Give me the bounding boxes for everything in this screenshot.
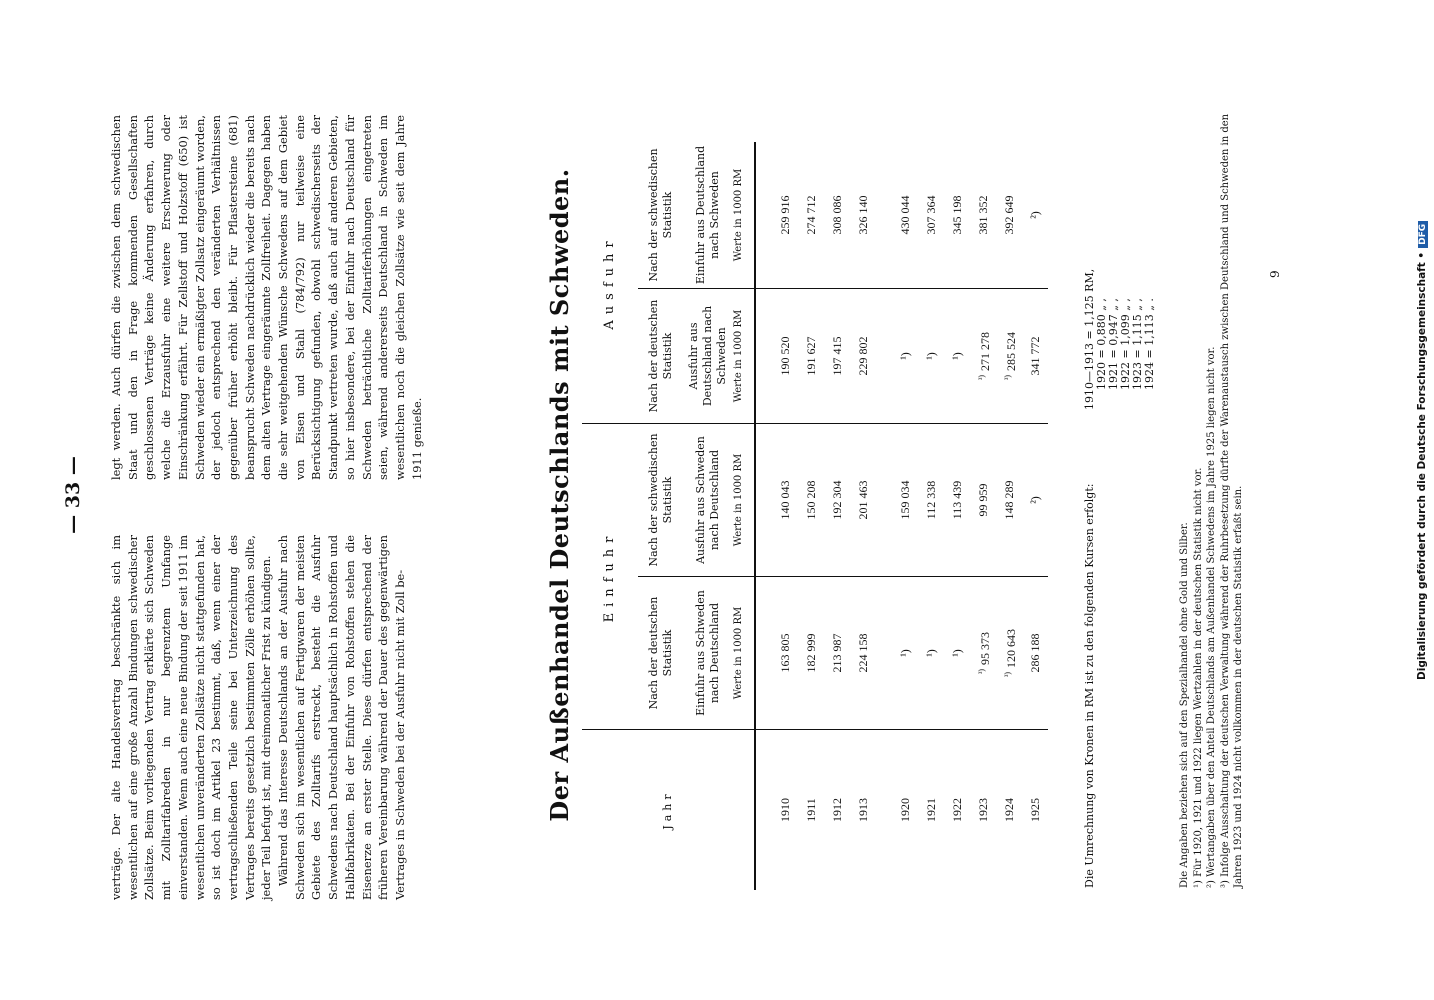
rate-line: 1910—1913 = 1,125 RM,: [1083, 268, 1096, 410]
value-header: Ausfuhr aus Schweden nach Deutschland: [684, 424, 732, 577]
sub-header: Nach der schwedischen Statistik: [647, 148, 674, 282]
value-cell: 308 086: [830, 195, 844, 235]
value-cell: 99 959: [970, 424, 996, 577]
value-cell: ¹): [944, 289, 970, 424]
value-cell: 224 158: [850, 577, 876, 730]
value-cell: 182 999: [798, 577, 824, 730]
paragraph: Während das Interesse Deutschlands an der Ausfuhr nach Schweden sich im wesentlichen auf Fertigwaren der meisten Gebiete des Zolltarifs erstreckt, besteht die Ausfuhr Schwedens nach Deutschland hauptsächlich in Rohstoffen und Halbfabrikaten. Bei der Einfuhr von Rohstoffen stehen die Eisenerze an erster Stelle. Diese dürfen entsprechend der früheren Vereinbarung während der Dauer des gegenwärtigen Vertrages in Schweden bei der Ausfuhr nicht mit Zoll be-: [276, 535, 407, 900]
conversion-rates: [1084, 269, 1156, 410]
value-cell: [970, 577, 996, 730]
rate-line: 1920 = 0,880 „ ,: [1095, 298, 1108, 390]
year-cell: 1922: [944, 730, 970, 891]
value-cell: 430 044: [898, 195, 912, 235]
year-cell: 1910: [772, 730, 798, 891]
value-cell: 201 463: [850, 424, 876, 577]
year-cell: 1923: [970, 730, 996, 891]
value-cell: 213 987: [824, 577, 850, 730]
group-header-ausfuhr: Ausfuhr: [602, 235, 617, 330]
value-cell: ¹): [918, 289, 944, 424]
table-row: [970, 142, 996, 890]
value-cell: 229 802: [850, 289, 876, 424]
unit-header: Werte in 1000 RM: [732, 289, 755, 424]
table-row: [824, 142, 850, 890]
value-cell: [996, 577, 1022, 730]
sub-header: Nach der deutschen Statistik: [638, 289, 684, 424]
value-cell: 150 208: [798, 424, 824, 577]
year-cell: 1925: [1022, 730, 1048, 891]
rate-line: 1924 = 1,113 „ .: [1143, 298, 1156, 390]
value-cell: 392 649: [1002, 195, 1016, 235]
table-row: [772, 142, 798, 890]
paragraph: verträge. Der alte Handelsvertrag beschränkte sich im wesentlichen auf eine große Anzahl Bindungen schwedischer Zollsätze. Beim vorliegenden Vertrag erklärte sich Schweden mit Zolltarifabreden in nur begrenztem Umfange einverstanden. Wenn auch eine neue Bindung der seit 1911 im wesentlichen unveränderten Zollsätze nicht stattgefunden hat, so ist doch im Artikel 23 bestimmt, daß, wenn einer der vertragschließenden Teile seine bei Unterzeichnung des Vertrages bereits gesetzlich bestimmten Zölle erhöhen sollte, jeder Teil befugt ist, mit dreimonatlicher Frist zu kündigen.: [109, 535, 274, 900]
paragraph: legt werden. Auch dürfen die zwischen dem schwedischen Staat und den in Frage kommenden Gesellschaften geschlossenen Verträge keine Änderung erfahren, durch welche die Erzausfuhr eine weitere Erschwerung oder Einschränkung erfährt. Für Zellstoff und Holzstoff (650) ist Schweden wieder ein ermäßigter Zollsatz eingeräumt worden, der jedoch entsprechend den veränderten Verhältnissen gegenüber früher erhöht bleibt. Für Pflastersteine (681) beansprucht Schweden nachdrücklich wieder die bereits nach dem alten Vertrage eingeräumte Zollfreiheit. Dagegen haben die sehr weitgehenden Wünsche Schwedens auf dem Gebiet von Eisen und Stahl (784/792) nur teilweise eine Berücksichtigung gefunden, obwohl schwedischerseits der Standpunkt vertreten wurde, daß auch auf anderen Gebieten, so hier insbesondere, bei der Einfuhr nach Deutschland für Schweden beträchtliche Zolltariferhöhungen eingetreten seien, während andererseits Deutschland in Schweden im wesentlichen noch die gleichen Zollsätze wie seit dem Jahre 1911 genieße.: [109, 115, 424, 480]
value-header: Einfuhr aus Schweden nach Deutschland: [684, 577, 732, 730]
footnote-mark: ³): [1002, 374, 1012, 381]
value-cell: 112 338: [918, 424, 944, 577]
value-cell: 191 627: [798, 289, 824, 424]
year-cell: 1911: [798, 730, 824, 891]
value-header: Einfuhr aus Deutschland nach Schweden: [694, 145, 721, 285]
value-cell: 113 439: [944, 424, 970, 577]
conversion-note: Die Umrechnung von Kronen in RM ist zu den folgenden Kursen erfolgt:: [1083, 483, 1096, 888]
footnote-mark: ³): [976, 668, 986, 675]
value-cell: 197 415: [824, 289, 850, 424]
year-cell: 1912: [824, 730, 850, 891]
value-text: 285 524: [1003, 331, 1018, 371]
unit-header: Werte in 1000 RM: [732, 424, 755, 577]
page-footer-number: 9: [1268, 270, 1282, 278]
value-cell: ¹): [944, 577, 970, 730]
table-row: [918, 142, 944, 890]
value-cell: 307 364: [924, 195, 938, 235]
year-cell: 1921: [918, 730, 944, 891]
year-cell: 1920: [892, 730, 918, 891]
value-header: Ausfuhr aus Deutschland nach Schweden: [684, 289, 732, 424]
value-cell: 381 352: [976, 195, 990, 235]
table-row: [850, 142, 876, 890]
table-row: [944, 142, 970, 890]
value-cell: 326 140: [856, 195, 870, 235]
value-text: 271 278: [977, 331, 992, 371]
table-title: Der Außenhandel Deutschlands mit Schweden.: [545, 168, 574, 822]
rate-line: 1921 = 0,947 „ ,: [1107, 298, 1120, 390]
year-cell: 1913: [850, 730, 876, 891]
page-number: — 33 —: [62, 456, 84, 534]
value-cell: [996, 289, 1022, 424]
value-cell: 341 772: [1022, 289, 1048, 424]
footnotes: [1178, 108, 1246, 888]
rate-line: 1922 = 1,099 „ ,: [1119, 298, 1132, 390]
footnote-mark: ³): [1002, 671, 1012, 678]
trade-table: [582, 142, 1048, 890]
digitization-note: [1416, 221, 1428, 680]
table-row: [892, 142, 918, 890]
value-cell: ²): [1028, 211, 1042, 219]
table-row: [1022, 142, 1048, 890]
value-cell: 286 188: [1022, 577, 1048, 730]
value-cell: 259 916: [778, 195, 792, 235]
digitization-text: Digitalisierung gefördert durch die Deutsche Forschungsgemeinschaft •: [1416, 251, 1428, 680]
value-cell: [970, 289, 996, 424]
rate-line: 1923 = 1,115 „ ,: [1131, 298, 1144, 390]
table-row: [798, 142, 824, 890]
year-cell: 1924: [996, 730, 1022, 891]
footnote: ³) Infolge Ausschaltung der deutschen Verwaltung während der Ruhrbesetzung dürfte der Warenaustausch zwischen Deutschland und Schweden in den Jahren 1923 und 1924 nicht vollkommen in der deutschen Statistik erfaßt sein.: [1219, 113, 1244, 888]
value-cell: ¹): [892, 577, 918, 730]
value-cell: 190 520: [772, 289, 798, 424]
value-text: 120 643: [1003, 628, 1018, 668]
sub-header: Nach der schwedischen Statistik: [638, 424, 684, 577]
text-column-right: [108, 115, 425, 480]
value-cell: 140 043: [772, 424, 798, 577]
sub-header: Nach der deutschen Statistik: [638, 577, 684, 730]
value-cell: ¹): [892, 289, 918, 424]
value-cell: 159 034: [892, 424, 918, 577]
footnote-mark: ³): [976, 374, 986, 381]
value-cell: 148 289: [996, 424, 1022, 577]
footnote-intro: Die Angaben beziehen sich auf den Spezialhandel ohne Gold und Silber.: [1179, 522, 1190, 888]
value-text: 95 373: [977, 631, 992, 665]
footnote: ¹) Für 1920, 1921 und 1922 liegen Wertzahlen in der deutschen Statistik nicht vor.: [1192, 467, 1204, 888]
value-cell: 345 198: [950, 195, 964, 235]
footnote: ²) Wertangaben über den Anteil Deutschlands am Außenhandel Schwedens im Jahre 1925 liegen nicht vor.: [1206, 346, 1217, 888]
value-cell: ¹): [918, 577, 944, 730]
value-cell: 163 805: [772, 577, 798, 730]
value-cell: 274 712: [804, 195, 818, 235]
text-column-left: [108, 535, 409, 900]
table-row: [996, 142, 1022, 890]
year-header: Jahr: [582, 730, 755, 891]
value-cell: ²): [1022, 424, 1048, 577]
group-header-einfuhr: Einfuhr: [582, 424, 638, 730]
unit-header: Werte in 1000 RM: [732, 142, 755, 289]
dfg-logo: DFG: [1418, 221, 1428, 248]
value-cell: 192 304: [824, 424, 850, 577]
unit-header: Werte in 1000 RM: [732, 577, 755, 730]
